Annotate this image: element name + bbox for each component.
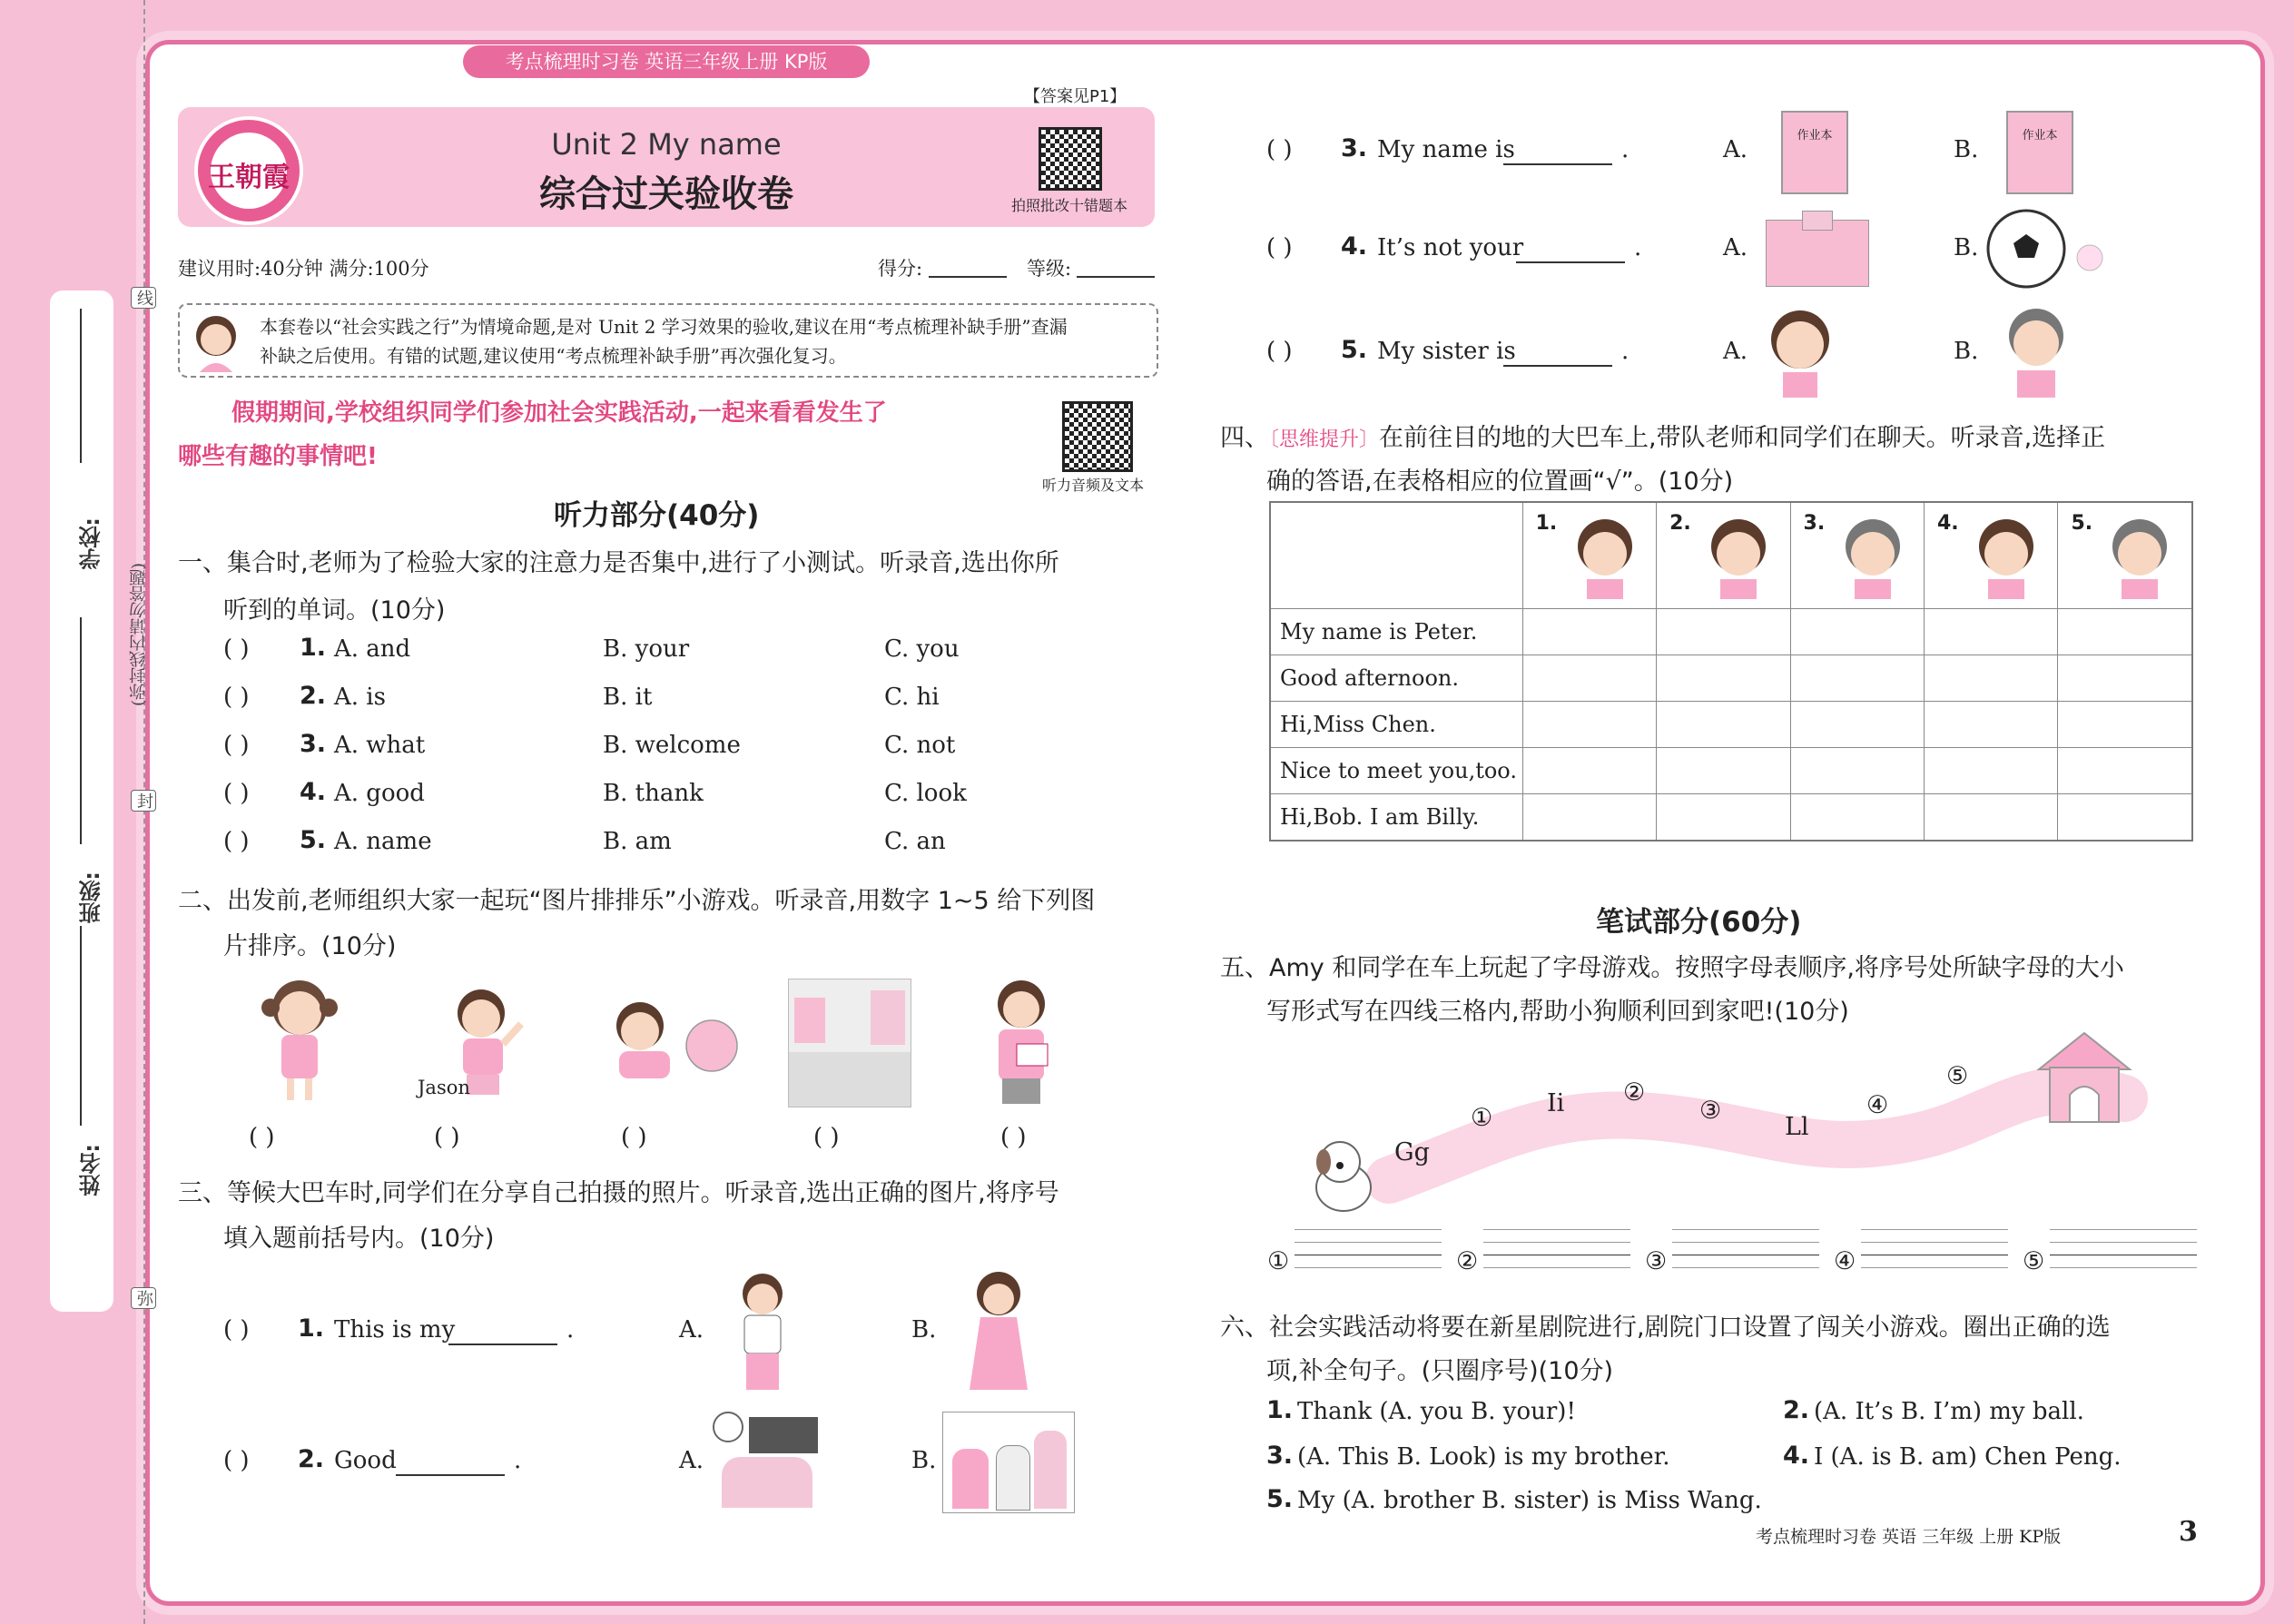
q4-reply-text: Good afternoon.: [1270, 655, 1522, 702]
q4-speaker-number: 5.: [2071, 512, 2093, 535]
letter-path-label: ④: [1866, 1091, 1889, 1119]
school-label: 学校:: [79, 517, 104, 570]
q4-check-cell[interactable]: [1657, 655, 1790, 702]
q4-number: 四、: [1220, 424, 1269, 452]
four-line-grid-line: [2050, 1242, 2197, 1243]
q3-answer-paren[interactable]: ( ): [223, 1316, 250, 1343]
q3-item-number: 4.: [1341, 232, 1368, 261]
q3-sentence: This is my: [334, 1316, 456, 1343]
score-field[interactable]: [929, 276, 1007, 278]
q4-check-cell[interactable]: [1522, 748, 1656, 794]
q5-answer-number: ①: [1267, 1247, 1290, 1275]
school-building-icon: [1757, 211, 1876, 285]
seal-mi: 弥: [131, 1287, 156, 1309]
q1-option-b[interactable]: B. thank: [603, 780, 704, 807]
q6-sentence[interactable]: My (A. brother B. sister) is Miss Wang.: [1297, 1487, 1762, 1514]
four-line-grid-line: [1861, 1229, 2008, 1230]
q4-reply-text: My name is Peter.: [1270, 609, 1522, 655]
q6-item-number: 2.: [1783, 1396, 1810, 1424]
q3-answer-paren[interactable]: ( ): [1266, 234, 1293, 261]
intro-box: [178, 303, 1158, 378]
q4-speaker-face-icon: [1702, 510, 1775, 601]
q4-line-2: 确的答语,在表格相应的位置画“√”。(10分): [1266, 468, 1734, 496]
notebook-b-icon: 作业本: [2006, 111, 2073, 194]
q4-check-cell[interactable]: [2058, 609, 2192, 655]
q2-order-blank[interactable]: ( ): [621, 1124, 647, 1151]
q1-option-a[interactable]: A. good: [334, 780, 425, 807]
q4-check-cell[interactable]: [1522, 794, 1656, 842]
q3-period: .: [1634, 234, 1642, 261]
q5-line-2: 写形式写在四线三格内,帮助小狗顺利回到家吧!(10分): [1266, 998, 1849, 1026]
q4-reply-text: Hi,Bob. I am Billy.: [1270, 794, 1522, 842]
q5-answer-number: ③: [1645, 1247, 1668, 1275]
q6-sentence[interactable]: (A. It’s B. I’m) my ball.: [1814, 1398, 2084, 1425]
logo-text: 王朝霞: [208, 162, 290, 193]
q4-row: [1270, 609, 2192, 655]
seal-xian: 线: [131, 287, 156, 309]
q3-option-b-label[interactable]: B.: [1954, 338, 1979, 365]
q1-option-b[interactable]: B. your: [603, 635, 690, 663]
q6-line-1: 六、社会实践活动将要在新星剧院进行,剧院门口设置了闯关小游戏。圈出正确的选: [1220, 1314, 2111, 1342]
q3-option-a-label[interactable]: A.: [1723, 136, 1748, 163]
q1-option-b[interactable]: B. it: [603, 684, 653, 711]
q3-fill-blank[interactable]: [396, 1474, 505, 1476]
q4-check-cell[interactable]: [1657, 609, 1790, 655]
q3-answer-paren[interactable]: ( ): [223, 1447, 250, 1474]
qr-caption: 拍照批改十错题本: [1011, 197, 1128, 214]
q4-tag: 〔思维提升〕: [1269, 428, 1380, 451]
q1-option-c[interactable]: C. you: [884, 635, 960, 663]
q1-item-number: 2.: [300, 682, 327, 710]
q3-option-b-label[interactable]: B.: [911, 1316, 937, 1343]
q3-period: .: [1621, 338, 1629, 365]
q3-item-number: 2.: [298, 1445, 325, 1473]
q2-order-blank[interactable]: ( ): [1000, 1124, 1027, 1151]
four-line-grid-line: [2050, 1229, 2197, 1230]
intro-line-1: 本套卷以“社会实践之行”为情境命题,是对 Unit 2 学习效果的验收,建议在用“考点梳理补缺手册”查漏: [260, 316, 1068, 338]
q6-item-number: 4.: [1783, 1442, 1810, 1470]
letter-path-label: ⑤: [1946, 1062, 1969, 1090]
q1-line-1: 一、集合时,老师为了检验大家的注意力是否集中,进行了小测试。听录音,选出你所: [178, 549, 1059, 577]
jason-label: Jason: [418, 1077, 470, 1098]
q1-answer-paren[interactable]: ( ): [223, 684, 250, 711]
grade-field[interactable]: [1077, 276, 1155, 278]
teacher-book-picture-icon: [971, 971, 1071, 1107]
q4-row: [1270, 794, 2192, 842]
q4-check-cell[interactable]: [1790, 748, 1924, 794]
q4-check-cell[interactable]: [1522, 655, 1656, 702]
q4-check-cell[interactable]: [1790, 794, 1924, 842]
name-label: 姓名:: [79, 1144, 104, 1196]
four-line-grid-line: [1483, 1229, 1630, 1230]
q1-option-b[interactable]: B. am: [603, 828, 672, 855]
unit-title: Unit 2 My name: [551, 127, 782, 162]
girl-picture-icon: [254, 971, 345, 1107]
q1-option-a[interactable]: A. and: [334, 635, 411, 663]
q3-answer-paren[interactable]: ( ): [1266, 338, 1293, 365]
seal-feng: 封: [131, 790, 156, 812]
q4-check-cell[interactable]: [2058, 748, 2192, 794]
boy-face-icon: [1995, 300, 2077, 399]
q4-check-cell[interactable]: [1925, 609, 2058, 655]
q4-speaker-cell: [1657, 502, 1790, 609]
q1-option-a[interactable]: A. what: [334, 732, 426, 759]
q3-sentence: Good: [334, 1447, 397, 1474]
q1-option-c[interactable]: C. look: [884, 780, 967, 807]
q4-row: [1270, 748, 2192, 794]
four-line-grid-line: [1295, 1229, 1442, 1230]
q4-speaker-face-icon: [1569, 510, 1641, 601]
four-line-grid-line: [1295, 1267, 1442, 1268]
q4-row: [1270, 702, 2192, 748]
q4-speaker-cell: [1522, 502, 1656, 609]
q4-check-cell[interactable]: [1790, 655, 1924, 702]
soccer-ball-icon: [1984, 207, 2112, 289]
q4-check-cell[interactable]: [2058, 655, 2192, 702]
q4-check-cell[interactable]: [1925, 748, 2058, 794]
q1-option-a[interactable]: A. is: [334, 684, 386, 711]
q4-table: [1269, 501, 2193, 842]
q4-check-cell[interactable]: [1790, 609, 1924, 655]
q1-answer-paren[interactable]: ( ): [223, 732, 250, 759]
q2-line-2: 片排序。(10分): [223, 932, 397, 960]
q4-speaker-face-icon: [1836, 510, 1909, 601]
four-line-grid-line: [1295, 1242, 1442, 1243]
girl-face-icon: [1759, 300, 1841, 399]
q3-fill-blank[interactable]: [1516, 261, 1625, 263]
q5-answer-number: ④: [1834, 1247, 1856, 1275]
boy-picture-icon: [726, 1266, 799, 1393]
q4-row: [1270, 655, 2192, 702]
girl-dress-picture-icon: [962, 1266, 1035, 1393]
four-line-grid-line: [1483, 1242, 1630, 1243]
q5-line-1: 五、Amy 和同学在车上玩起了字母游戏。按照字母表顺序,将序号处所缺字母的大小: [1220, 954, 2124, 982]
q4-corner-cell: [1270, 502, 1522, 609]
q4-speaker-cell: [1790, 502, 1924, 609]
q3-answer-paren[interactable]: ( ): [1266, 136, 1293, 163]
q6-item-number: 1.: [1266, 1396, 1294, 1424]
notebook-a-icon: 作业本: [1781, 111, 1848, 194]
q1-item-number: 5.: [300, 826, 327, 854]
q1-answer-paren[interactable]: ( ): [223, 635, 250, 663]
q6-item-number: 3.: [1266, 1442, 1294, 1470]
q4-speaker-cell: [1925, 502, 2058, 609]
q6-sentence[interactable]: Thank (A. you B. your)!: [1297, 1398, 1576, 1425]
q3-item-number: 1.: [298, 1314, 325, 1343]
dog-house-icon: [2030, 1028, 2139, 1127]
q4-check-cell[interactable]: [1790, 702, 1924, 748]
q4-check-cell[interactable]: [1925, 794, 2058, 842]
q4-speaker-number: 4.: [1937, 512, 1959, 535]
four-line-grid-line: [1672, 1242, 1819, 1243]
listening-title: 听力部分(40分): [554, 499, 760, 532]
letter-path-label: ③: [1699, 1097, 1722, 1125]
classroom-clock-picture-icon: [713, 1412, 822, 1511]
title-banner: [178, 107, 1155, 227]
q3-fill-blank[interactable]: [1503, 163, 1612, 165]
q1-line-2: 听到的单词。(10分): [223, 596, 446, 625]
q4-check-cell[interactable]: [1522, 609, 1656, 655]
q5-answer-number: ⑤: [2023, 1247, 2045, 1275]
boy-ball-picture-icon: [599, 989, 744, 1089]
street-scene-picture-icon: [788, 979, 911, 1107]
q3-option-b-label[interactable]: B.: [1954, 234, 1979, 261]
four-line-grid-line: [1672, 1229, 1819, 1230]
q4-speaker-face-icon: [2103, 510, 2176, 601]
answer-reference: 【答案见P1】: [1024, 87, 1127, 106]
q2-line-1: 二、出发前,老师组织大家一起玩“图片排排乐”小游戏。听录音,用数字 1~5 给下列图: [178, 887, 1096, 915]
four-line-grid-line: [1672, 1267, 1819, 1268]
q3-period: .: [514, 1447, 522, 1474]
time-score: 建议用时:40分钟 满分:100分: [178, 258, 429, 280]
q3-option-a-label[interactable]: A.: [679, 1447, 704, 1474]
letter-path-label: ②: [1623, 1078, 1646, 1107]
q1-option-c[interactable]: C. not: [884, 732, 956, 759]
audio-qr-caption: 听力音频及文本: [1042, 477, 1145, 494]
q3-fill-blank[interactable]: [1503, 365, 1612, 367]
name-field[interactable]: [80, 926, 82, 1126]
q3-sentence: My sister is: [1377, 338, 1516, 365]
q3-fill-blank[interactable]: [448, 1343, 557, 1345]
q3-sentence: It’s not your: [1377, 234, 1524, 261]
footer-text: 考点梳理时习卷 英语 三年级 上册 KP版: [1756, 1527, 2062, 1547]
q1-option-b[interactable]: B. welcome: [603, 732, 741, 759]
story-line-1: 假期期间,学校组织同学们参加社会实践活动,一起来看看发生了: [231, 399, 887, 427]
q2-order-blank[interactable]: ( ): [249, 1124, 275, 1151]
q4-reply-text: Nice to meet you,too.: [1270, 748, 1522, 794]
exam-title: 综合过关验收卷: [539, 173, 793, 215]
classroom-teacher-picture-icon: [942, 1412, 1075, 1513]
q4-speaker-cell: [2058, 502, 2192, 609]
qr-code-icon[interactable]: [1039, 127, 1102, 191]
score-label: 得分:: [878, 258, 923, 280]
q4-speaker-number: 2.: [1669, 512, 1691, 535]
q4-check-cell[interactable]: [2058, 702, 2192, 748]
q4-check-cell[interactable]: [1657, 702, 1790, 748]
q3-option-a-label[interactable]: A.: [1723, 338, 1748, 365]
seal-note: (弥封线内请勿答题): [129, 563, 148, 707]
intro-line-2: 补缺之后使用。有错的试题,建议使用“考点梳理补缺手册”再次强化复习。: [260, 345, 847, 367]
q1-item-number: 4.: [300, 778, 327, 806]
q4-check-cell[interactable]: [2058, 794, 2192, 842]
audio-qr-icon[interactable]: [1062, 401, 1133, 472]
q4-check-cell[interactable]: [1925, 655, 2058, 702]
four-line-grid-line: [1483, 1267, 1630, 1268]
q6-sentence[interactable]: I (A. is B. am) Chen Peng.: [1814, 1443, 2122, 1471]
q1-answer-paren[interactable]: ( ): [223, 780, 250, 807]
student-info-strip: [50, 290, 113, 1312]
letter-path-label: Ii: [1547, 1089, 1565, 1117]
letter-path-label: ①: [1471, 1104, 1493, 1132]
q2-order-blank[interactable]: ( ): [813, 1124, 840, 1151]
q6-line-2: 项,补全句子。(只圈序号)(10分): [1266, 1357, 1614, 1385]
q3-option-b-label[interactable]: B.: [911, 1447, 937, 1474]
q4-line-1: 在前往目的地的大巴车上,带队老师和同学们在聊天。听录音,选择正: [1379, 424, 2106, 452]
grade-label: 等级:: [1027, 258, 1072, 280]
q1-item-number: 3.: [300, 730, 327, 758]
class-label: 班级:: [79, 871, 104, 924]
q4-reply-text: Hi,Miss Chen.: [1270, 702, 1522, 748]
q3-period: .: [566, 1316, 575, 1343]
writing-title: 笔试部分(60分): [1596, 906, 1802, 939]
four-line-grid-line: [1861, 1242, 2008, 1243]
four-line-grid-line: [2050, 1267, 2197, 1268]
puppy-icon: [1307, 1135, 1380, 1216]
q4-speaker-number: 3.: [1803, 512, 1826, 535]
q2-order-blank[interactable]: ( ): [434, 1124, 460, 1151]
q6-item-number: 5.: [1266, 1485, 1294, 1513]
page-number: 3: [2179, 1516, 2198, 1548]
q4-check-cell[interactable]: [1657, 748, 1790, 794]
q4-speaker-face-icon: [1970, 510, 2043, 601]
class-field[interactable]: [80, 617, 82, 844]
q3-item-number: 3.: [1341, 134, 1368, 162]
q6-sentence[interactable]: (A. This B. Look) is my brother.: [1297, 1443, 1670, 1471]
q5-answer-number: ②: [1456, 1247, 1479, 1275]
q4-check-cell[interactable]: [1522, 702, 1656, 748]
teacher-avatar-icon: [189, 309, 243, 372]
q4-speaker-number: 1.: [1535, 512, 1558, 535]
q4-check-cell[interactable]: [1657, 794, 1790, 842]
q3-sentence: My name is: [1377, 136, 1515, 163]
q3-item-number: 5.: [1341, 336, 1368, 364]
q3-period: .: [1621, 136, 1629, 163]
q1-option-a[interactable]: A. name: [334, 828, 432, 855]
q1-option-c[interactable]: C. hi: [884, 684, 940, 711]
q4-header-row: [1270, 502, 2192, 609]
q3-line-1: 三、等候大巴车时,同学们在分享自己拍摄的照片。听录音,选出正确的图片,将序号: [178, 1179, 1059, 1207]
q1-option-c[interactable]: C. an: [884, 828, 946, 855]
header-tag: 考点梳理时习卷 英语三年级上册 KP版: [463, 45, 870, 78]
q3-option-b-label[interactable]: B.: [1954, 136, 1979, 163]
school-field[interactable]: [80, 309, 82, 463]
q3-option-a-label[interactable]: A.: [1723, 234, 1748, 261]
story-line-2: 哪些有趣的事情吧!: [178, 443, 378, 470]
q4-check-cell[interactable]: [1925, 702, 2058, 748]
q3-option-a-label[interactable]: A.: [679, 1316, 704, 1343]
four-line-grid-line: [1861, 1267, 2008, 1268]
q3-line-2: 填入题前括号内。(10分): [223, 1225, 495, 1253]
letter-path-label: Ll: [1785, 1113, 1809, 1141]
q1-item-number: 1.: [300, 634, 327, 662]
q1-answer-paren[interactable]: ( ): [223, 828, 250, 855]
seal-dashed-line: [143, 0, 145, 1624]
letter-path-label: Gg: [1394, 1138, 1430, 1166]
